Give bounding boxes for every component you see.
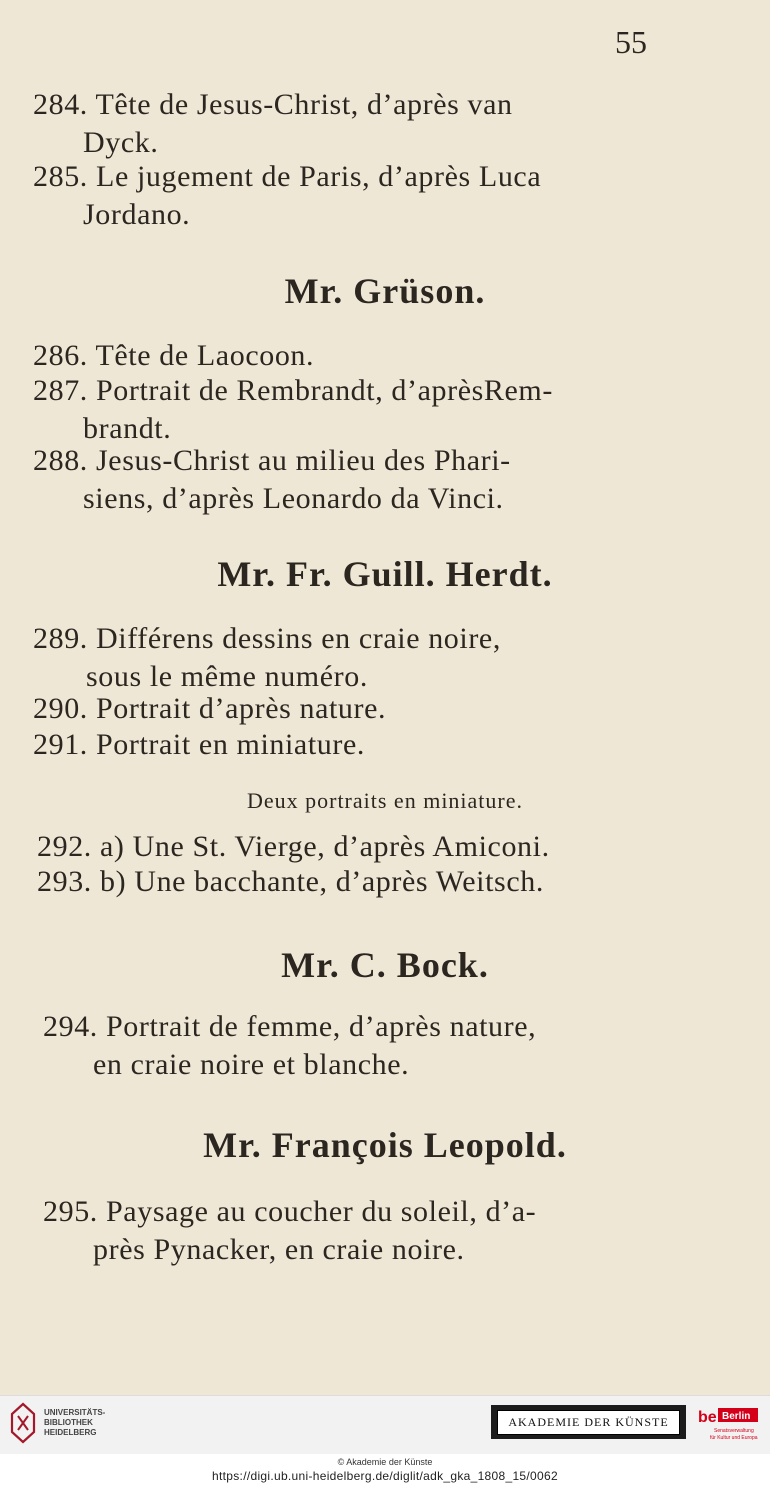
university-library-name: UNIVERSITÄTS- BIBLIOTHEK HEIDELBERG: [44, 1408, 106, 1437]
entry-text: Tête de Laocoon.: [95, 339, 315, 372]
entry-continuation: siens, d’après Leonardo da Vinci.: [83, 482, 504, 515]
entry-continuation: Jordano.: [83, 198, 191, 231]
catalog-entry-295: [43, 1193, 536, 1269]
catalog-entry-294: [43, 1008, 536, 1084]
entry-number: 286.: [33, 339, 88, 372]
entry-text: Jesus-Christ au milieu des Phari-: [96, 444, 511, 477]
svg-text:be: be: [698, 1409, 717, 1426]
page-number: 55: [615, 24, 647, 60]
entry-number: 291.: [33, 728, 88, 761]
catalog-entry-292: [37, 828, 550, 866]
catalog-entry-290: [33, 690, 386, 728]
entry-text: Paysage au coucher du soleil, d’a-: [106, 1195, 537, 1228]
akademie-logo[interactable]: [491, 1405, 686, 1439]
entry-continuation: sous le même numéro.: [86, 660, 368, 693]
subheading-miniatures: Deux portraits en miniature.: [246, 788, 524, 813]
catalog-entry-291: [33, 726, 365, 764]
section-heading-gruson: Mr. Grüson.: [284, 271, 486, 311]
svg-text:für Kultur und Europa: für Kultur und Europa: [710, 1435, 758, 1441]
akademie-logo-text: AKADEMIE DER KÜNSTE: [497, 1410, 679, 1435]
svg-text:Berlin: Berlin: [722, 1411, 751, 1422]
entry-text: Portrait de Rembrandt, d’aprèsRem-: [96, 374, 553, 407]
entry-number: 289.: [33, 622, 88, 655]
entry-text: b) Une bacchante, d’après Weitsch.: [100, 865, 544, 898]
entry-number: 284.: [33, 88, 88, 121]
entry-continuation: près Pynacker, en craie noire.: [93, 1233, 465, 1266]
be-berlin-logo-icon[interactable]: [696, 1402, 762, 1444]
section-heading-leopold: Mr. François Leopold.: [203, 1125, 567, 1165]
entry-text: Portrait d’après nature.: [96, 692, 387, 725]
catalog-entry-285: [33, 158, 541, 234]
entry-text: a) Une St. Vierge, d’après Amiconi.: [100, 830, 550, 863]
catalog-entry-293: [37, 863, 544, 901]
section-heading-bock: Mr. C. Bock.: [281, 945, 489, 985]
catalog-entry-284: [33, 86, 513, 162]
entry-text: Le jugement de Paris, d’après Luca: [96, 160, 542, 193]
catalog-entry-288: [33, 442, 511, 518]
catalog-entry-286: [33, 337, 314, 375]
catalog-entry-289: [33, 620, 501, 696]
university-library-logo-icon[interactable]: [8, 1402, 38, 1444]
entry-number: 292.: [37, 830, 92, 863]
entry-text: Portrait de femme, d’après nature,: [106, 1010, 537, 1043]
source-url-link[interactable]: https://digi.ub.uni-heidelberg.de/diglit/adk_gka_1808_15/0062: [212, 1469, 558, 1483]
entry-number: 287.: [33, 374, 88, 407]
entry-continuation: brandt.: [83, 412, 172, 445]
section-heading-herdt: Mr. Fr. Guill. Herdt.: [217, 554, 553, 594]
entry-text: Portrait en miniature.: [96, 728, 365, 761]
entry-number: 290.: [33, 692, 88, 725]
copyright-notice: © Akademie der Künste: [337, 1457, 433, 1467]
entry-number: 295.: [43, 1195, 98, 1228]
catalog-entry-287: [33, 372, 553, 448]
entry-text: Différens dessins en craie noire,: [96, 622, 501, 655]
entry-continuation: Dyck.: [83, 126, 159, 159]
entry-continuation: en craie noire et blanche.: [93, 1048, 410, 1081]
svg-text:Senatsverwaltung: Senatsverwaltung: [714, 1428, 754, 1434]
entry-number: 288.: [33, 444, 88, 477]
entry-number: 293.: [37, 865, 92, 898]
entry-number: 285.: [33, 160, 88, 193]
entry-text: Tête de Jesus-Christ, d’après van: [95, 88, 513, 121]
entry-number: 294.: [43, 1010, 98, 1043]
